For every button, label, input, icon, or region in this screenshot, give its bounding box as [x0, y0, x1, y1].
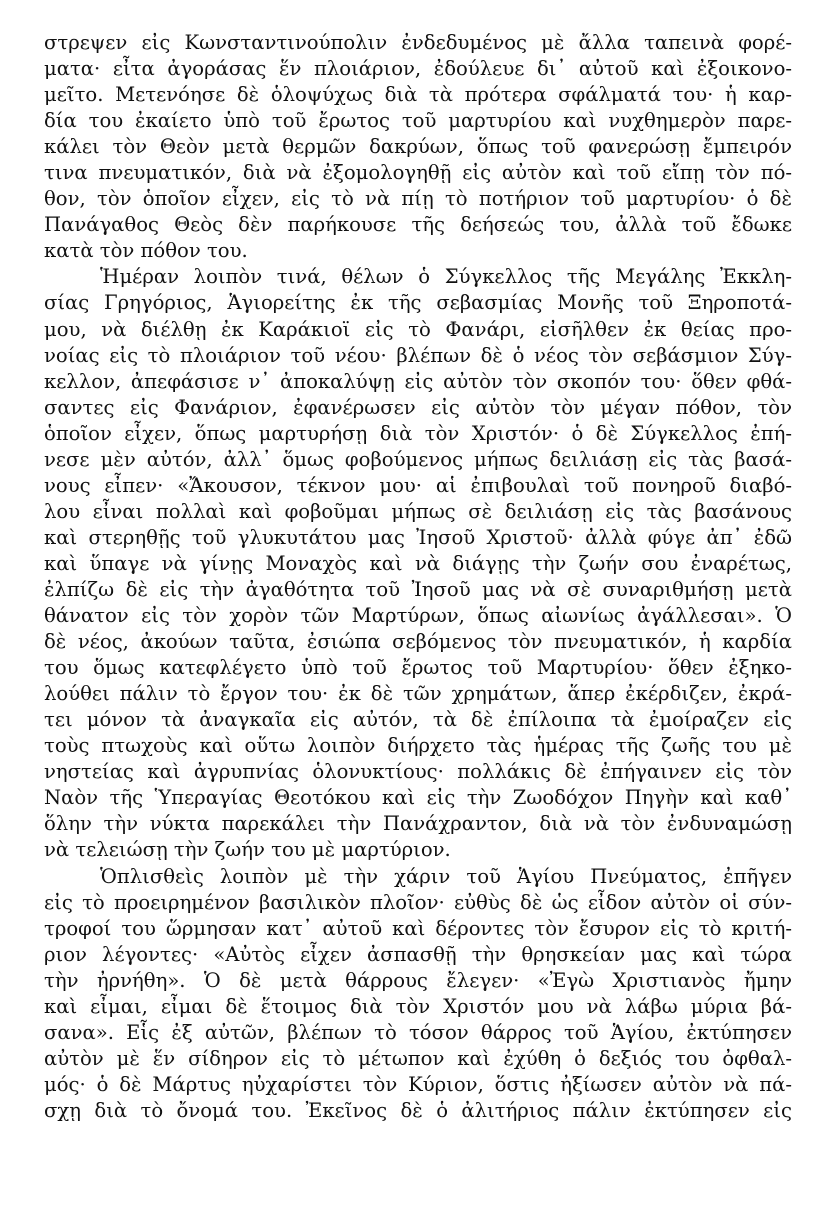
text-line: σανα». Εἷς ἐξ αὐτῶν, βλέπων τὸ τόσον θάρρος τοῦ Ἁγίου, ἐκτύπησεν	[44, 1020, 792, 1044]
text-line: λου εἶναι πολλαὶ καὶ φοβοῦμαι μήπως σὲ δειλιάσῃ εἰς τὰς βασάνους	[44, 499, 792, 523]
text-line: θον, τὸν ὁποῖον εἶχεν, εἰς τὸ νὰ πίῃ τὸ ποτήριον τοῦ μαρτυρίου· ὁ δὲ	[44, 187, 792, 211]
text-line: ριον λέγοντες· «Αὐτὸς εἶχεν ἀσπασθῇ τὴν θρησκείαν μας καὶ τώρα	[44, 942, 792, 966]
text-line: Πανάγαθος Θεὸς δὲν παρήκουσε τῆς δεήσεώς του, ἀλλὰ τοῦ ἔδωκε	[44, 213, 792, 237]
text-line: νεσε μὲν αὐτόν, ἀλλ᾽ ὅμως φοβούμενος μήπως δειλιάσῃ εἰς τὰς βασά-	[44, 447, 792, 471]
paragraph-1	[44, 30, 792, 264]
text-line: δία του ἐκαίετο ὑπὸ τοῦ ἔρωτος τοῦ μαρτυρίου καὶ νυχθημερὸν παρε-	[44, 109, 792, 133]
document-page	[44, 30, 792, 1124]
text-line: νους εἶπεν· «Ἄκουσον, τέκνον μου· αἱ ἐπιβουλαὶ τοῦ πονηροῦ διαβό-	[44, 473, 792, 497]
text-line: νηστείας καὶ ἀγρυπνίας ὁλονυκτίους· πολλάκις δὲ ἐπήγαινεν εἰς τὸν	[44, 760, 792, 784]
text-line: μός· ὁ δὲ Μάρτυς ηὐχαρίστει τὸν Κύριον, ὅστις ἠξίωσεν αὐτὸν νὰ πά-	[44, 1072, 792, 1096]
text-line: μεῖτο. Μετενόησε δὲ ὁλοψύχως διὰ τὰ πρότερα σφάλματά του· ἡ καρ-	[44, 83, 792, 107]
text-line: Ναὸν τῆς Ὑπεραγίας Θεοτόκου καὶ εἰς τὴν Ζωοδόχον Πηγὴν καὶ καθ᾽	[44, 786, 792, 810]
text-line: καὶ στερηθῇς τοῦ γλυκυτάτου μας Ἰησοῦ Χριστοῦ· ἀλλὰ φύγε ἀπ᾽ ἐδῶ	[44, 525, 792, 549]
text-line: στρεψεν εἰς Κωνσταντινούπολιν ἐνδεδυμένος μὲ ἄλλα ταπεινὰ φορέ-	[44, 31, 792, 54]
text-line: του ὅμως κατεφλέγετο ὑπὸ τοῦ ἔρωτος τοῦ Μαρτυρίου· ὅθεν ἐξηκο-	[44, 656, 792, 680]
text-line: αὐτὸν μὲ ἕν σίδηρον εἰς τὸ μέτωπον καὶ ἐχύθη ὁ δεξιός του ὀφθαλ-	[44, 1046, 792, 1070]
text-line: τοὺς πτωχοὺς καὶ οὕτω λοιπὸν διήρχετο τὰς ἡμέρας τῆς ζωῆς του μὲ	[44, 734, 792, 758]
text-line: Ὁπλισθεὶς λοιπὸν μὲ τὴν χάριν τοῦ Ἁγίου Πνεύματος, ἐπῆγεν	[100, 864, 792, 888]
text-line: σχῃ διὰ τὸ ὄνομά του. Ἐκεῖνος δὲ ὁ ἀλιτήριος πάλιν ἐκτύπησεν εἰς	[44, 1098, 792, 1122]
text-line: λούθει πάλιν τὸ ἔργον του· ἐκ δὲ τῶν χρημάτων, ἅπερ ἐκέρδιζεν, ἐκρά-	[44, 682, 792, 706]
text-line: τει μόνον τὰ ἀναγκαῖα εἰς αὐτόν, τὰ δὲ ἐπίλοιπα τὰ ἐμοίραζεν εἰς	[44, 708, 792, 732]
text-line: τινα πνευματικόν, διὰ νὰ ἐξομολογηθῇ εἰς αὐτὸν καὶ τοῦ εἴπῃ τὸν πό-	[44, 161, 792, 185]
text-line: ὁποῖον εἶχεν, ὅπως μαρτυρήσῃ διὰ τὸν Χριστόν· ὁ δὲ Σύγκελλος ἐπή-	[44, 421, 792, 445]
text-line: καὶ εἶμαι, εἶμαι δὲ ἕτοιμος διὰ τὸν Χριστόν μου νὰ λάβω μύρια βά-	[44, 994, 792, 1018]
text-line: νὰ τελειώσῃ τὴν ζωήν του μὲ μαρτύριον.	[44, 838, 451, 862]
text-line: ἐλπίζω δὲ εἰς τὴν ἀγαθότητα τοῦ Ἰησοῦ μας νὰ σὲ συναριθμήσῃ μετὰ	[44, 577, 792, 601]
text-line: κατὰ τὸν πόθον του.	[44, 239, 248, 263]
text-line: κάλει τὸν Θεὸν μετὰ θερμῶν δακρύων, ὅπως τοῦ φανερώσῃ ἔμπειρόν	[44, 135, 792, 159]
text-line: θάνατον εἰς τὸν χορὸν τῶν Μαρτύρων, ὅπως αἰωνίως ἀγάλλεσαι». Ὁ	[44, 604, 792, 628]
text-line: ματα· εἶτα ἀγοράσας ἕν πλοιάριον, ἐδούλευε δι᾽ αὐτοῦ καὶ ἐξοικονο-	[44, 57, 792, 81]
paragraph-2	[44, 264, 792, 863]
text-line: τροφοί του ὥρμησαν κατ᾽ αὐτοῦ καὶ δέροντες τὸν ἔσυρον εἰς τὸ κριτή-	[44, 916, 792, 940]
text-line: κελλον, ἀπεφάσισε ν᾽ ἀποκαλύψῃ εἰς αὐτὸν τὸν σκοπόν του· ὅθεν φθά-	[44, 369, 792, 393]
text-line: καὶ ὕπαγε νὰ γίνῃς Μοναχὸς καὶ νὰ διάγῃς τὴν ζωήν σου ἐναρέτως,	[44, 551, 792, 575]
text-line: δὲ νέος, ἀκούων ταῦτα, ἐσιώπα σεβόμενος τὸν πνευματικόν, ἡ καρδία	[44, 630, 792, 654]
text-line: τὴν ἠρνήθη». Ὁ δὲ μετὰ θάρρους ἔλεγεν· «Ἐγὼ Χριστιανὸς ἤμην	[44, 968, 792, 992]
text-line: ὅλην τὴν νύκτα παρεκάλει τὴν Πανάχραντον, διὰ νὰ τὸν ἐνδυναμώσῃ	[44, 812, 792, 836]
text-line: Ἡμέραν λοιπὸν τινά, θέλων ὁ Σύγκελλος τῆς Μεγάλης Ἐκκλη-	[100, 265, 792, 289]
text-line: μου, νὰ διέλθῃ ἐκ Καράκιοϊ εἰς τὸ Φανάρι, εἰσῆλθεν ἐκ θείας προ-	[44, 317, 792, 341]
paragraph-3	[44, 864, 792, 1124]
text-line: σαντες εἰς Φανάριον, ἐφανέρωσεν εἰς αὐτὸν τὸν μέγαν πόθον, τὸν	[44, 395, 792, 419]
text-line: σίας Γρηγόριος, Ἁγιορείτης ἐκ τῆς σεβασμίας Μονῆς τοῦ Ξηροποτά-	[44, 291, 792, 315]
text-line: νοίας εἰς τὸ πλοιάριον τοῦ νέου· βλέπων δὲ ὁ νέος τὸν σεβάσμιον Σύγ-	[44, 343, 792, 367]
text-line: εἰς τὸ προειρημένον βασιλικὸν πλοῖον· εὐθὺς δὲ ὡς εἶδον αὐτὸν οἱ σύν-	[44, 890, 792, 914]
